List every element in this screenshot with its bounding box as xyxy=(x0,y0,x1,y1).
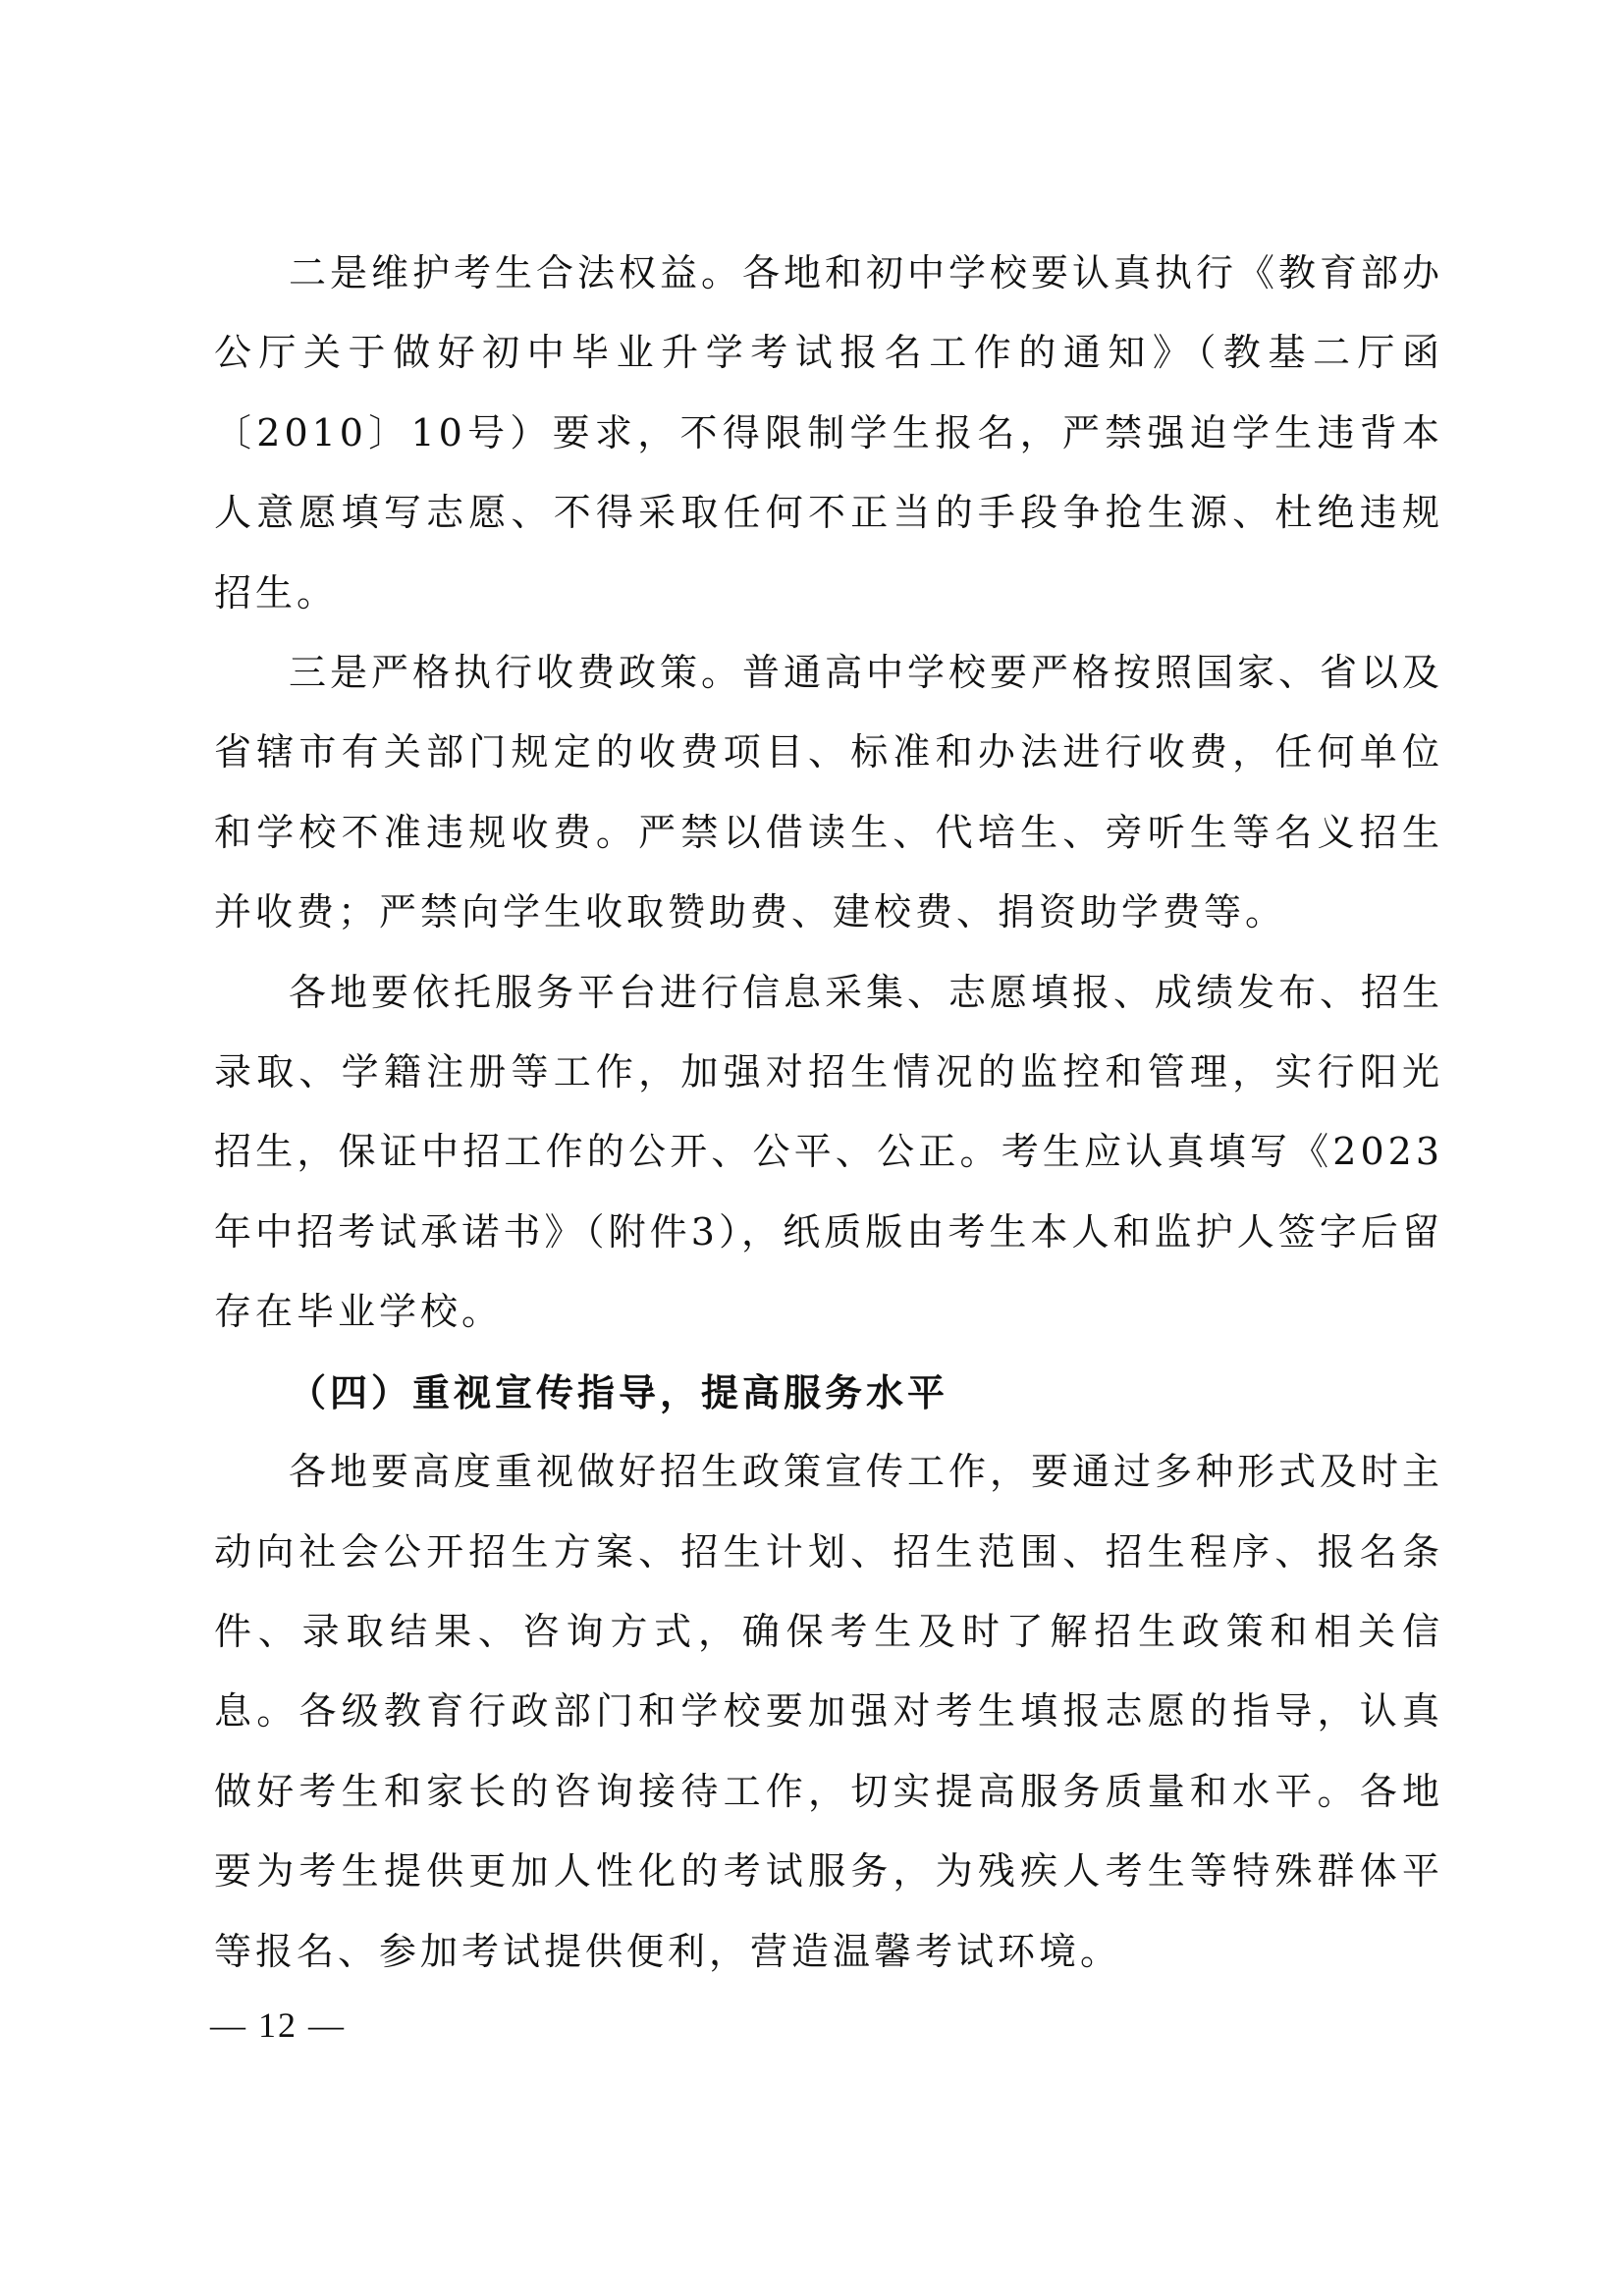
paragraph-service-platform: 各地要依托服务平台进行信息采集、志愿填报、成绩发布、招生录取、学籍注册等工作，加强对招生情况的监控和管理，实行阳光招生，保证中招工作的公开、公平、公正。考生应认真填写《2023年中招考试承诺书》（附件3），纸质版由考生本人和监护人签字后留存在毕业学校。 xyxy=(214,970,1444,1334)
paragraph-fee-policy: 三是严格执行收费政策。普通高中学校要严格按照国家、省以及省辖市有关部门规定的收费项目、标准和办法进行收费，任何单位和学校不准违规收费。严禁以借读生、代培生、旁听生等名义招生并收费；严禁向学生收取赞助费、建校费、捐资助学费等。 xyxy=(214,651,1444,934)
section-heading: （四）重视宣传指导，提高服务水平 xyxy=(289,1369,949,1415)
document-body xyxy=(214,234,1443,1992)
page-number: — 12 — xyxy=(210,2005,346,2045)
paragraph-protect-rights: 二是维护考生合法权益。各地和初中学校要认真执行《教育部办公厅关于做好初中毕业升学考试报名工作的通知》（教基二厅函〔2010〕10号）要求，不得限制学生报名，严禁强迫学生违背本人意愿填写志愿、不得采取任何不正当的手段争抢生源、杜绝违规招生。 xyxy=(214,251,1444,614)
paragraph-publicity-guidance: 各地要高度重视做好招生政策宣传工作，要通过多种形式及时主动向社会公开招生方案、招生计划、招生范围、招生程序、报名条件、录取结果、咨询方式，确保考生及时了解招生政策和相关信息。各级教育行政部门和学校要加强对考生填报志愿的指导，认真做好考生和家长的咨询接待工作，切实提高服务质量和水平。各地要为考生提供更加人性化的考试服务，为残疾人考生等特殊群体平等报名、参加考试提供便利，营造温馨考试环境。 xyxy=(214,1450,1444,1973)
